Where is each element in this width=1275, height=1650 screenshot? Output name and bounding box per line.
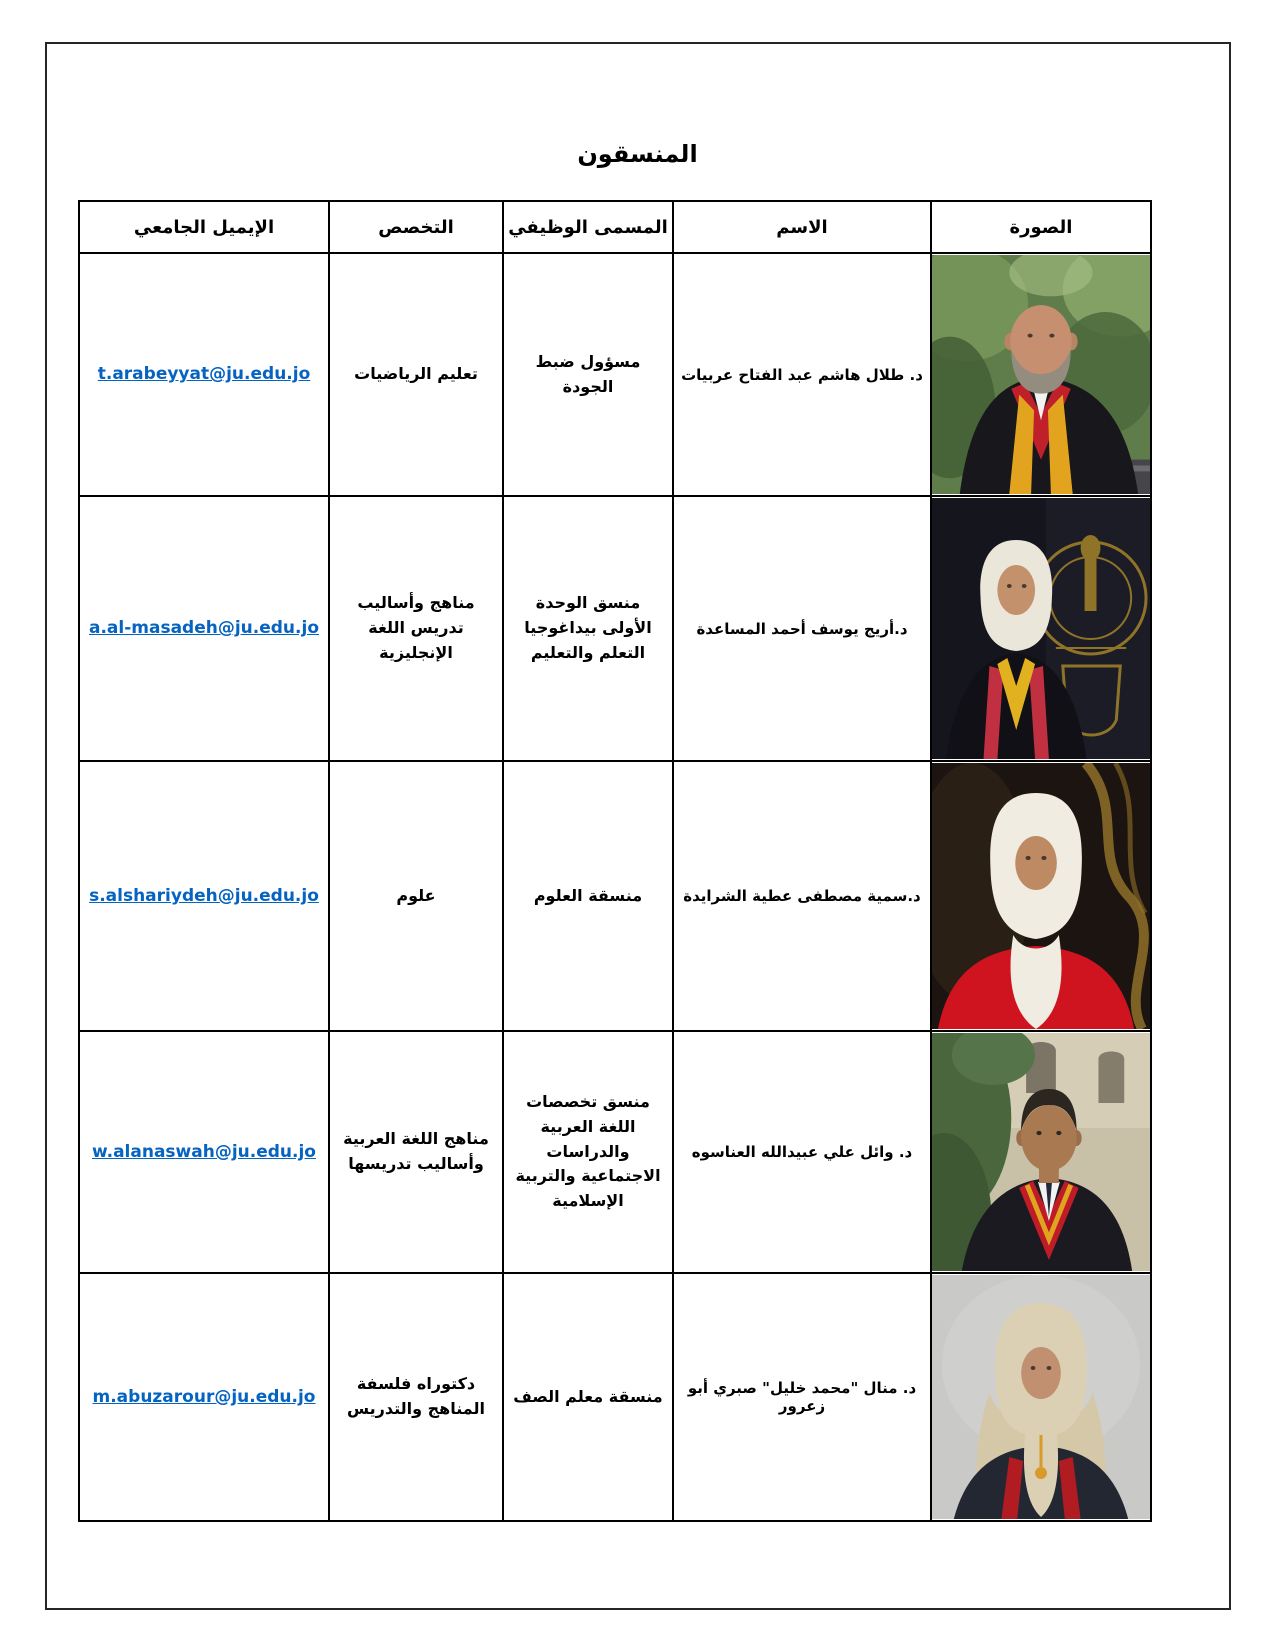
coordinators-table bbox=[78, 200, 1152, 1522]
name-cell bbox=[673, 496, 931, 761]
email-link[interactable]: m.abuzarour@ju.edu.jo bbox=[92, 1386, 316, 1407]
specialization-cell bbox=[329, 1273, 503, 1521]
email-link[interactable]: a.al-masadeh@ju.edu.jo bbox=[88, 618, 319, 639]
person-photo bbox=[932, 255, 1150, 494]
specialization-cell bbox=[329, 253, 503, 496]
photo-cell bbox=[931, 1031, 1151, 1273]
table-row bbox=[79, 761, 1151, 1031]
coordinator-name: د. طلال هاشم عبد الفتاح عربيات bbox=[681, 365, 923, 384]
specialization-cell bbox=[329, 496, 503, 761]
email-cell bbox=[79, 496, 329, 761]
specialization: مناهج وأساليب تدريس اللغة الإنجليزية bbox=[357, 593, 475, 662]
photo-cell bbox=[931, 761, 1151, 1031]
name-cell bbox=[673, 253, 931, 496]
column-header-job-title: المسمى الوظيفي bbox=[503, 201, 673, 253]
person-photo bbox=[932, 498, 1150, 759]
header-row bbox=[79, 201, 1151, 253]
email-cell bbox=[79, 1031, 329, 1273]
photo-cell bbox=[931, 253, 1151, 496]
job-title-cell bbox=[503, 761, 673, 1031]
coordinator-name: د.سمية مصطفى عطية الشرايدة bbox=[683, 887, 921, 905]
name-cell bbox=[673, 1273, 931, 1521]
person-photo bbox=[932, 1275, 1150, 1519]
photo-cell bbox=[931, 1273, 1151, 1521]
email-link[interactable]: t.arabeyyat@ju.edu.jo bbox=[97, 364, 311, 385]
name-cell bbox=[673, 1031, 931, 1273]
column-header-email: الإيميل الجامعي bbox=[79, 201, 329, 253]
email-link[interactable]: s.alshariydeh@ju.edu.jo bbox=[89, 885, 319, 906]
column-header-photo: الصورة bbox=[931, 201, 1151, 253]
job-title: مسؤول ضبط الجودة bbox=[535, 351, 641, 396]
table-row bbox=[79, 1031, 1151, 1273]
specialization: مناهج اللغة العربية وأساليب تدريسها bbox=[343, 1129, 489, 1173]
specialization-cell bbox=[329, 761, 503, 1031]
name-cell bbox=[673, 761, 931, 1031]
person-photo bbox=[932, 763, 1150, 1029]
specialization: علوم bbox=[396, 885, 436, 905]
table-row bbox=[79, 253, 1151, 496]
table-row bbox=[79, 496, 1151, 761]
page-title: المنسقون bbox=[577, 140, 698, 168]
coordinator-name: د. وائل علي عبيدالله العناسوه bbox=[691, 1143, 913, 1161]
job-title-cell bbox=[503, 496, 673, 761]
column-header-name: الاسم bbox=[673, 201, 931, 253]
column-header-specialization: التخصص bbox=[329, 201, 503, 253]
photo-cell bbox=[931, 496, 1151, 761]
table-row bbox=[79, 1273, 1151, 1521]
job-title-cell bbox=[503, 253, 673, 496]
specialization: دكتوراه فلسفة المناهج والتدريس bbox=[347, 1374, 485, 1418]
job-title: منسق الوحدة الأولى بيداغوجيا التعلم والتعليم bbox=[524, 593, 652, 662]
coordinator-name: د. منال "محمد خليل" صبري أبو زعرور bbox=[687, 1379, 917, 1415]
job-title-cell bbox=[503, 1273, 673, 1521]
email-cell bbox=[79, 761, 329, 1031]
job-title-cell bbox=[503, 1031, 673, 1273]
job-title: منسقة معلم الصف bbox=[513, 1386, 663, 1406]
job-title: منسق تخصصات اللغة العربية والدراسات الاجتماعية والتربية الإسلامية bbox=[515, 1092, 661, 1211]
email-cell bbox=[79, 1273, 329, 1521]
job-title: منسقة العلوم bbox=[533, 885, 643, 905]
specialization: تعليم الرياضيات bbox=[354, 364, 478, 384]
coordinator-name: د.أريج يوسف أحمد المساعدة bbox=[696, 619, 908, 638]
email-cell bbox=[79, 253, 329, 496]
specialization-cell bbox=[329, 1031, 503, 1273]
person-photo bbox=[932, 1033, 1150, 1271]
email-link[interactable]: w.alanaswah@ju.edu.jo bbox=[92, 1141, 316, 1162]
